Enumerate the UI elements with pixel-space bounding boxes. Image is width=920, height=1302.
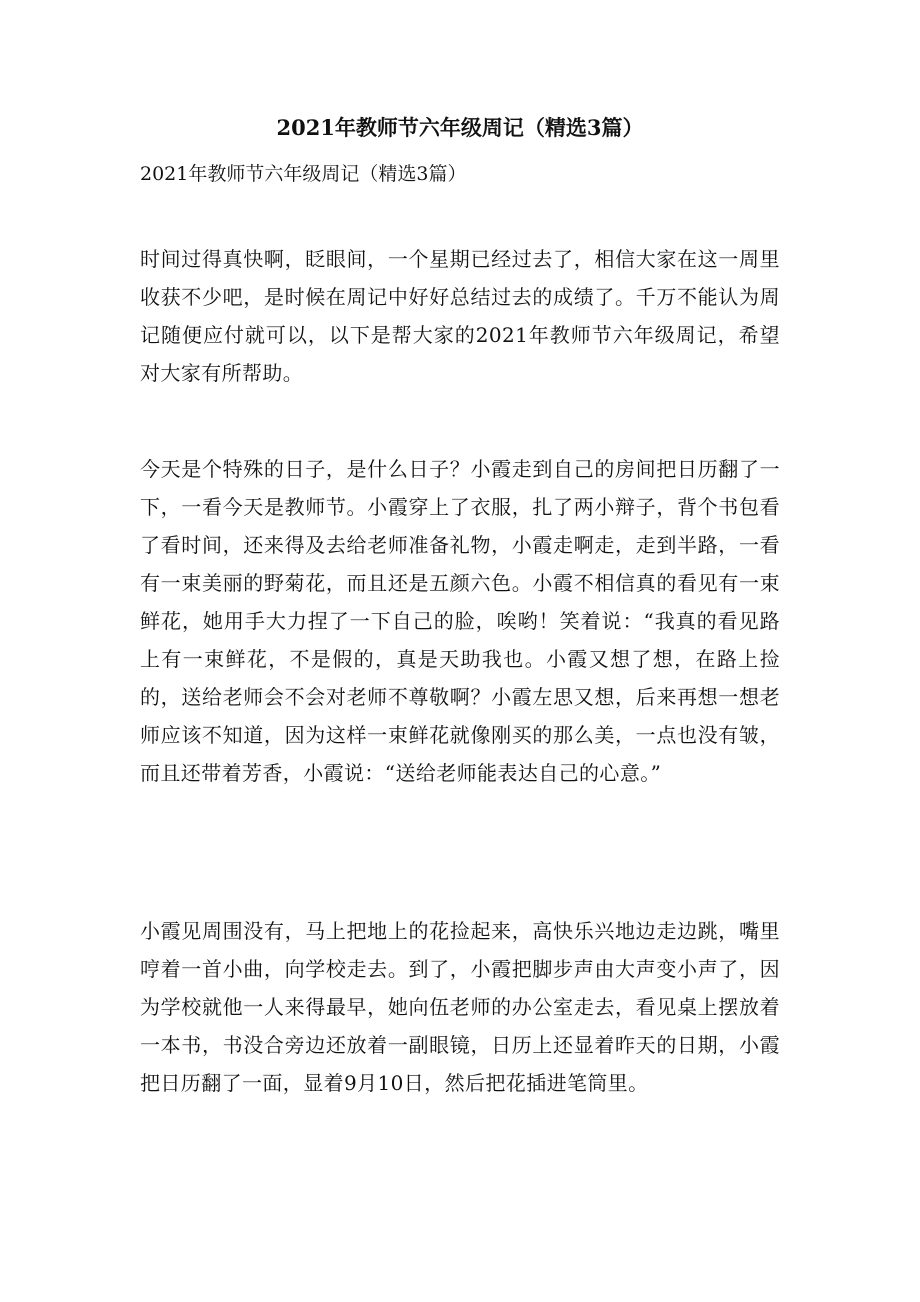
- story-paragraph-1: 今天是个特殊的日子，是什么日子？小霞走到自己的房间把日历翻了一下，一看今天是教师节。小霞穿上了衣服，扎了两小辩子，背个书包看了看时间，还来得及去给老师准备礼物，小霞走啊走，走到半路，一看有一束美丽的野菊花，而且还是五颜六色。小霞不相信真的看见有一束鲜花，她用手大力捏了一下自己的脸，唉哟！笑着说：“我真的看见路上有一束鲜花，不是假的，真是天助我也。小霞又想了想，在路上捡的，送给老师会不会对老师不尊敬啊？小霞左思又想，后来再想一想老师应该不知道，因为这样一束鲜花就像刚买的那么美，一点也没有皱，而且还带着芳香，小霞说：“送给老师能表达自己的心意。”: [140, 457, 780, 785]
- document-subtitle: 2021年教师节六年级周记（精选3篇）: [140, 163, 467, 185]
- intro-paragraph: 时间过得真快啊，眨眼间，一个星期已经过去了，相信大家在这一周里收获不少吧，是时候在周记中好好总结过去的成绩了。千万不能认为周记随便应付就可以，以下是帮大家的2021年教师节六年级周记，希望对大家有所帮助。: [140, 247, 780, 385]
- story-paragraph-2: 小霞见周围没有，马上把地上的花捡起来，高快乐兴地边走边跳，嘴里哼着一首小曲，向学校走去。到了，小霞把脚步声由大声变小声了，因为学校就他一人来得最早，她向伍老师的办公室走去，看见桌上摆放着一本书，书没合旁边还放着一副眼镜，日历上还显着昨天的日期，小霞把日历翻了一面，显着9月10日，然后把花插进笔筒里。: [140, 919, 780, 1095]
- document-title: 2021年教师节六年级周记（精选3篇）: [276, 115, 644, 140]
